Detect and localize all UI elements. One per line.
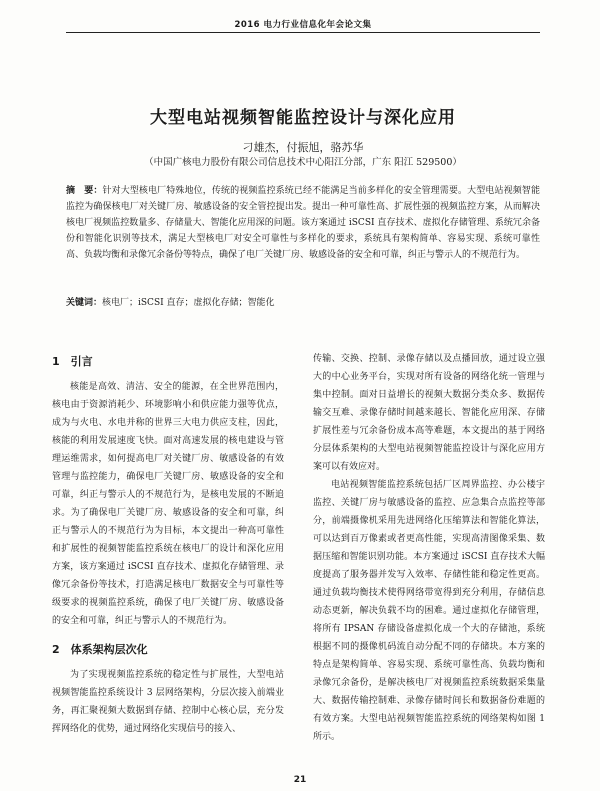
section-2-heading: 2 体系架构层次化 [52,643,148,656]
running-header: 2016 电力行业信息化年会论文集 [234,20,372,30]
keywords-text: 核电厂；iSCSI 直存；虚拟化存储；智能化 [102,298,275,308]
section-1-paragraph: 核能是高效、清洁、安全的能源，在全世界范围内，核电由于资源消耗少、环境影响小和供应能力强等优点，成为与火电、水电并称的世界三大电力供应支柱，因此，核能的利用发展速度飞快。面对高速发展的核电建设与管理运维需求，如何提高电厂对关键厂房、敏感设备的有效管理与监控能力，确保电厂关键厂房、敏感设备的安全和可靠，纠正与警示人的不规范行为，是核电发展的不断追求。为了确保电厂关键厂房、敏感设备的安全和可靠，纠正与警示人的不规范行为为目标，本文提出一种高可靠性和扩展性的视频智能监控系统在核电厂的设计和深化应用方案，该方案通过 iSCSI 直存技术、虚拟化存储管理、录像冗余备份等技术，打造满足核电厂数据安全与可靠性等级要求的视频监控系统，确保了电厂关键厂房、敏感设备的安全和可靠，纠正与警示人的不规范行为。 [52,382,284,626]
keywords [66,295,540,311]
abstract-label: 摘 要： [66,186,103,196]
keywords-label: 关键词： [66,298,103,308]
right-paragraph-2: 电站视频智能监控系统包括厂区周界监控、办公楼宇监控、关键厂房与敏感设备的监控、应急集合点监控等部分，前端摄像机采用先进网络化压缩算法和智能化算法，可以达到百万像素或者更高性能，实现高清图像采集、数据压缩和智能识别功能。本方案通过 iSCSI 直存技术大幅度提高了服务器并发写入效率、存储性能和稳定性更高。通过负载均衡技术使得网络带宽得到充分利用，存储信息动态更新，解决负载不均的困难。通过虚拟化存储管理，将所有 IPSAN 存储设备虚拟化成一个大的存储池，系统根据不同的摄像机码流自动分配不同的存储块。本方案的特点是架构简单、容易实现、系统可靠性高、负载均衡和录像冗余备份，是解决核电厂对视频监控系统数据采集量大、数据传输控制难、录像存储时间长和数据备份难题的有效方案。大型电站视频智能监控系统的网络架构如图 1 所示。 [313,480,545,742]
abstract-text: 针对大型核电厂特殊地位，传统的视频监控系统已经不能满足当前多样化的安全管理需要。大型电站视频智能监控为确保核电厂对关键厂房、敏感设备的安全管控提出发。提出一种可靠性高、扩展性强的视频监控方案，从而解决核电厂视频监控数量多、存储量大、智能化应用深的问题。该方案通过 iSCSI 直存技术、虚拟化存储管理、系统冗余备份和智能化识别等技术，满足大型核电厂对安全可靠性与多样化的要求，系统具有架构简单、容易实现、系统可靠性高、负载均衡和录像冗余备份等特点，确保了电厂关键厂房、敏感设备的安全和可靠，纠正与警示人的不规范行为。 [66,186,540,260]
header-rule [66,32,540,33]
page-number: 21 [293,775,307,785]
paper-authors: 刁雄杰，付振旭，骆苏华 [242,141,364,154]
section-1-heading: 1 引言 [52,355,93,368]
abstract [66,183,540,263]
right-column [313,350,545,746]
paper-title: 大型电站视频智能监控设计与深化应用 [150,108,456,128]
section-2-paragraph: 为了实现视频监控系统的稳定性与扩展性，大型电站视频智能监控系统设计 3 层网络架构，分层次接入前端业务，再汇聚视频大数据到存储、控制中心核心层，充分发挥网络化的优势，通过网络化实现信号的接入、 [52,670,284,734]
left-column [52,352,284,738]
paper-affiliation: （中国广核电力股份有限公司信息技术中心阳江分部，广东 阳江 529500） [144,157,462,168]
right-paragraph-1: 传输、交换、控制、录像存储以及点播回放，通过设立强大的中心业务平台，实现对所有设备的网络化统一管理与集中控制。面对日益增长的视频大数据分类众多、数据传输交互难、录像存储时间越来越长、智能化应用深、存储扩展性差与冗余备份成本高等难题，本文提出的基于网络分层体系架构的大型电站视频智能监控设计与深化应用方案可以有效应对。 [313,354,545,472]
